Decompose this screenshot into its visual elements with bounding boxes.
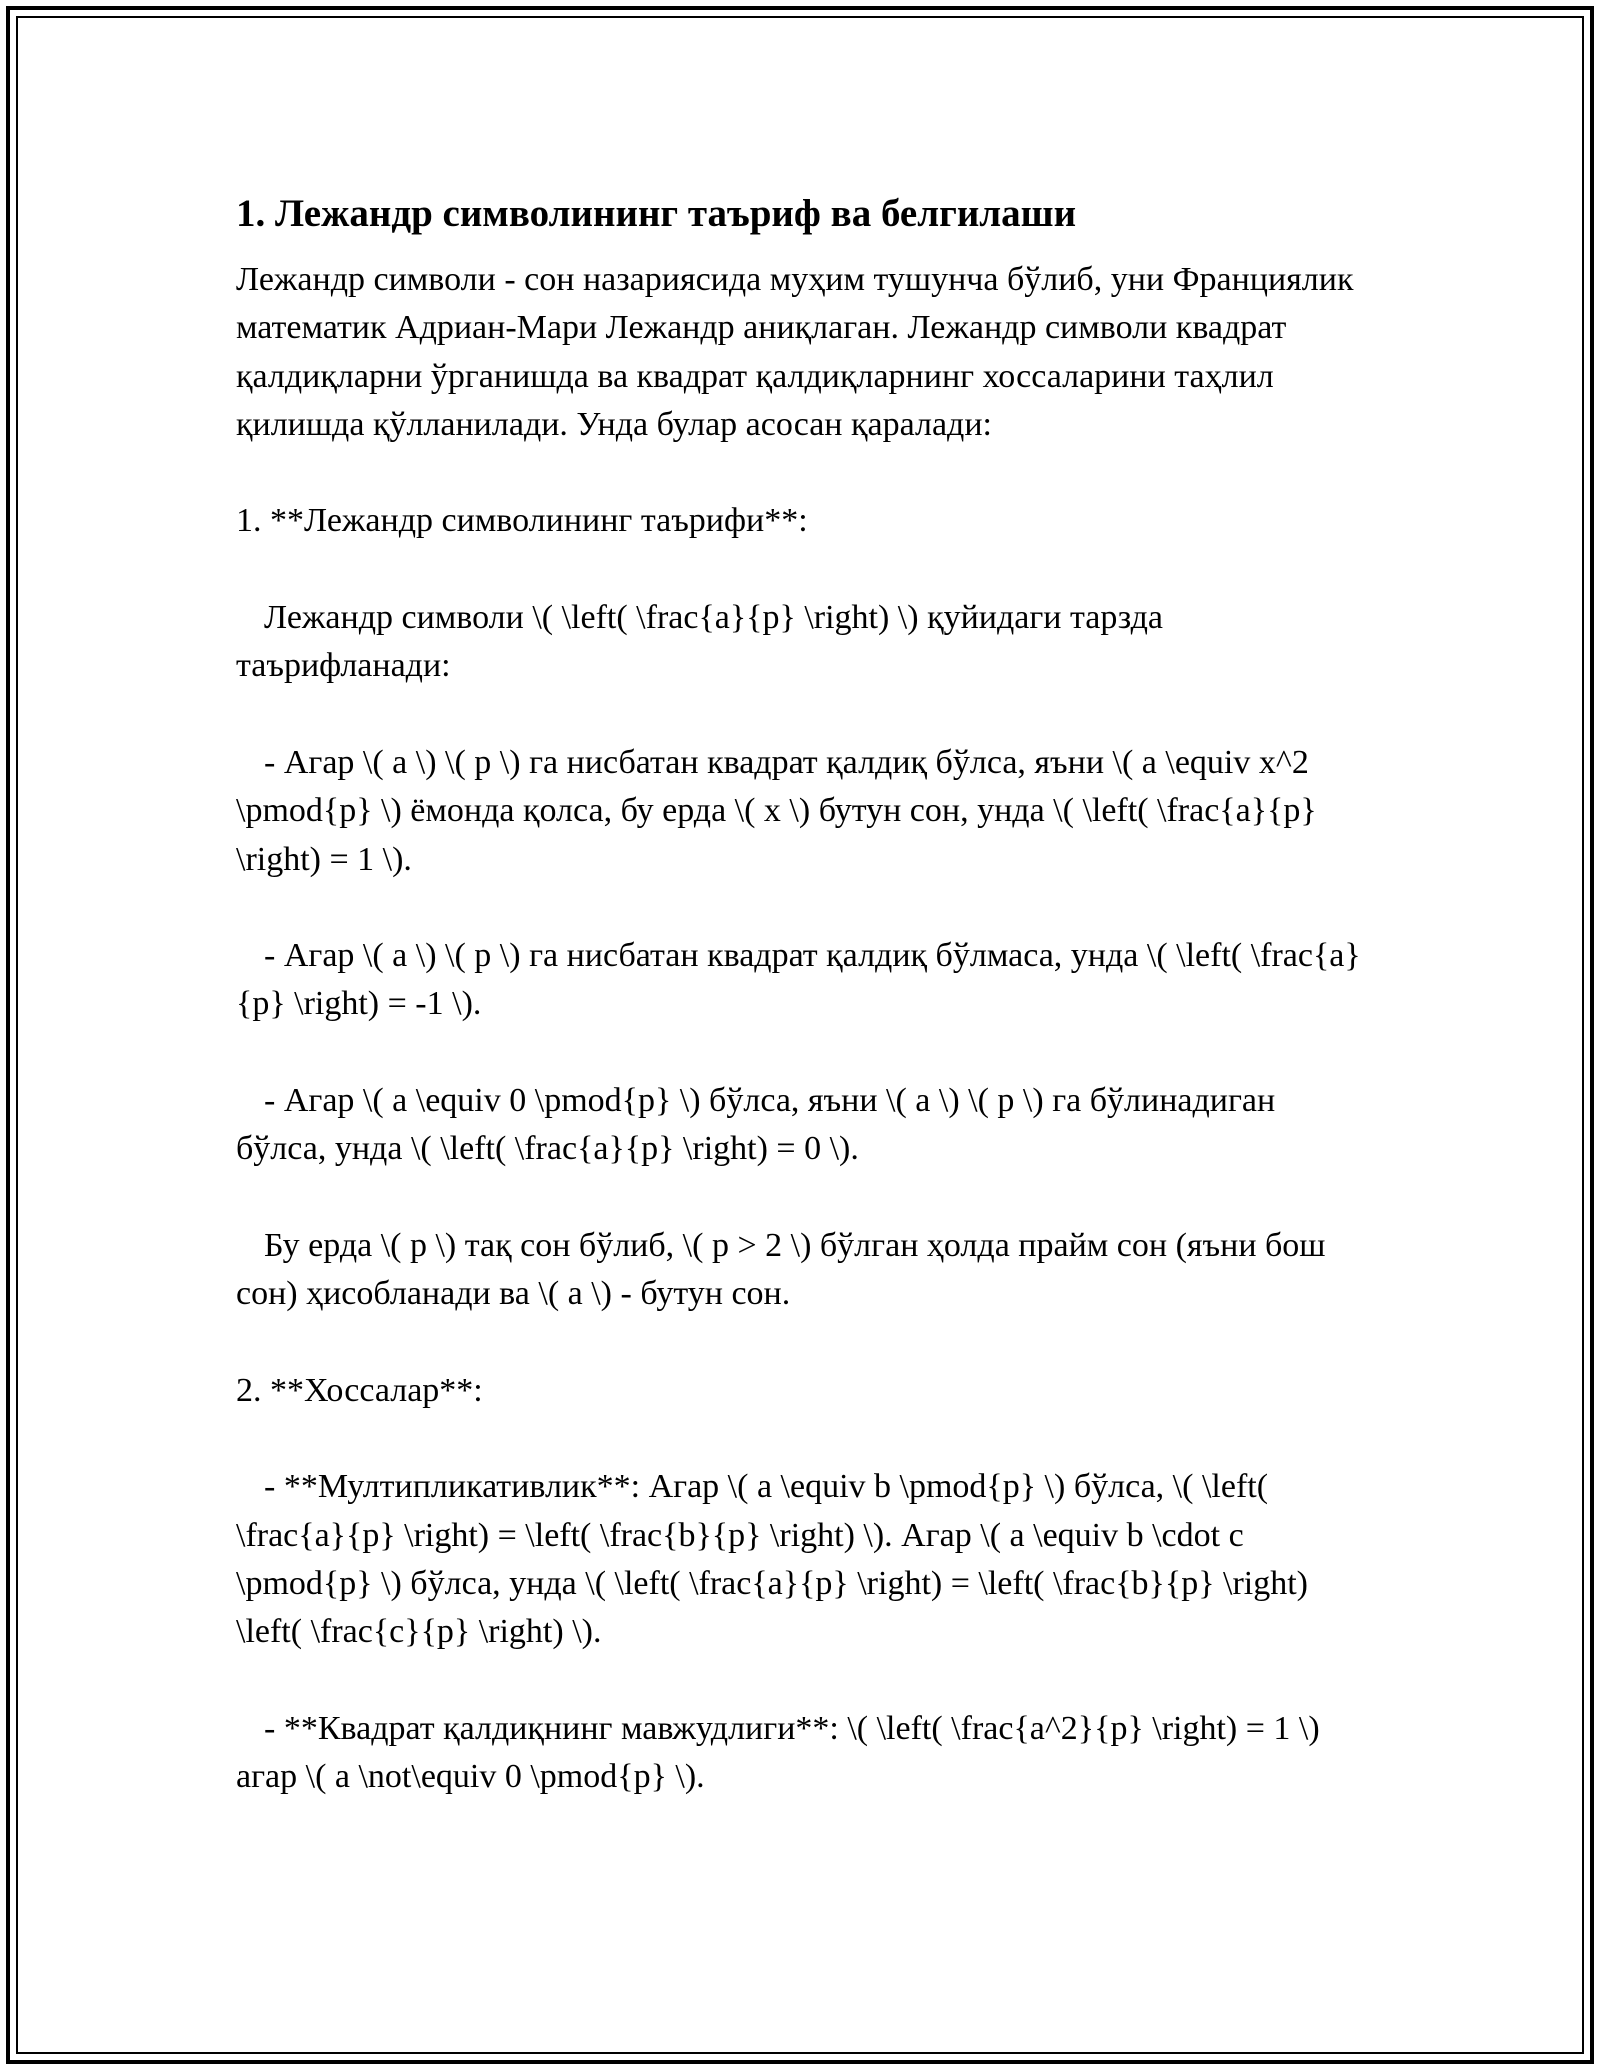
item-properties-title: 2. **Хоссалар**: <box>236 1371 483 1409</box>
definition-note: Бу ерда \( p \) тақ сон бўлиб, \( p > 2 \) бўлган ҳолда прайм сон (яъни бош сон) ҳисобланади ва \( a \) - бутун сон. <box>236 1226 1334 1313</box>
document-body <box>236 186 1366 1850</box>
intro-paragraph: Лежандр символи - сон назариясида муҳим тушунча бўлиб, уни Франциялик математик Адриан-Мари Лежандр аниқлаган. Лежандр символи квадрат қалдиқларни ўрганишда ва квадрат қалдиқларнинг хоссаларини таҳлил қилишда қўлланилади. Унда булар асосан қаралади: <box>236 261 1362 443</box>
definition-case-nonresidue: - Агар \( a \) \( p \) га нисбатан квадрат қалдиқ бўлмаса, унда \( \left( \frac{a}{p} \right) = -1 \). <box>236 937 1361 1023</box>
property-multiplicativity: - **Мултипликативлик**: Агар \( a \equiv b \pmod{p} \) бўлса, \( \left( \frac{a}{p} \right) = \left( \frac{b}{p} \right) \). Агар \( a \equiv b \cdot c \pmod{p} \) бўлса, унда \( \left( \frac{a}{p} \right) = \left( \frac{b}{p} \right) \left( \frac{c}{p} \right) \). <box>236 1468 1317 1651</box>
definition-case-divisible: - Агар \( a \equiv 0 \pmod{p} \) бўлса, яъни \( a \) \( p \) га бўлинадиган бўлса, унда \( \left( \frac{a}{p} \right) = 0 \). <box>236 1082 1284 1168</box>
section-heading: 1. Лежандр символининг таъриф ва белгилаши <box>236 192 1077 235</box>
property-square-residue: - **Квадрат қалдиқнинг мавжудлиги**: \( \left( \frac{a^2}{p} \right) = 1 \) агар \( a \not\equiv 0 \pmod{p} \). <box>236 1709 1329 1796</box>
definition-paragraph: Лежандр символи \( \left( \frac{a}{p} \right) \) қуйидаги тарзда таърифланади: <box>236 599 1172 685</box>
item-definition-title: 1. **Лежандр символининг таърифи**: <box>236 502 808 540</box>
definition-case-residue: - Агар \( a \) \( p \) га нисбатан квадрат қалдиқ бўлса, яъни \( a \equiv x^2 \pmod{p} \) ёмонда қолса, бу ерда \( x \) бутун сон, унда \( \left( \frac{a}{p} \right) = 1 \). <box>236 743 1326 878</box>
